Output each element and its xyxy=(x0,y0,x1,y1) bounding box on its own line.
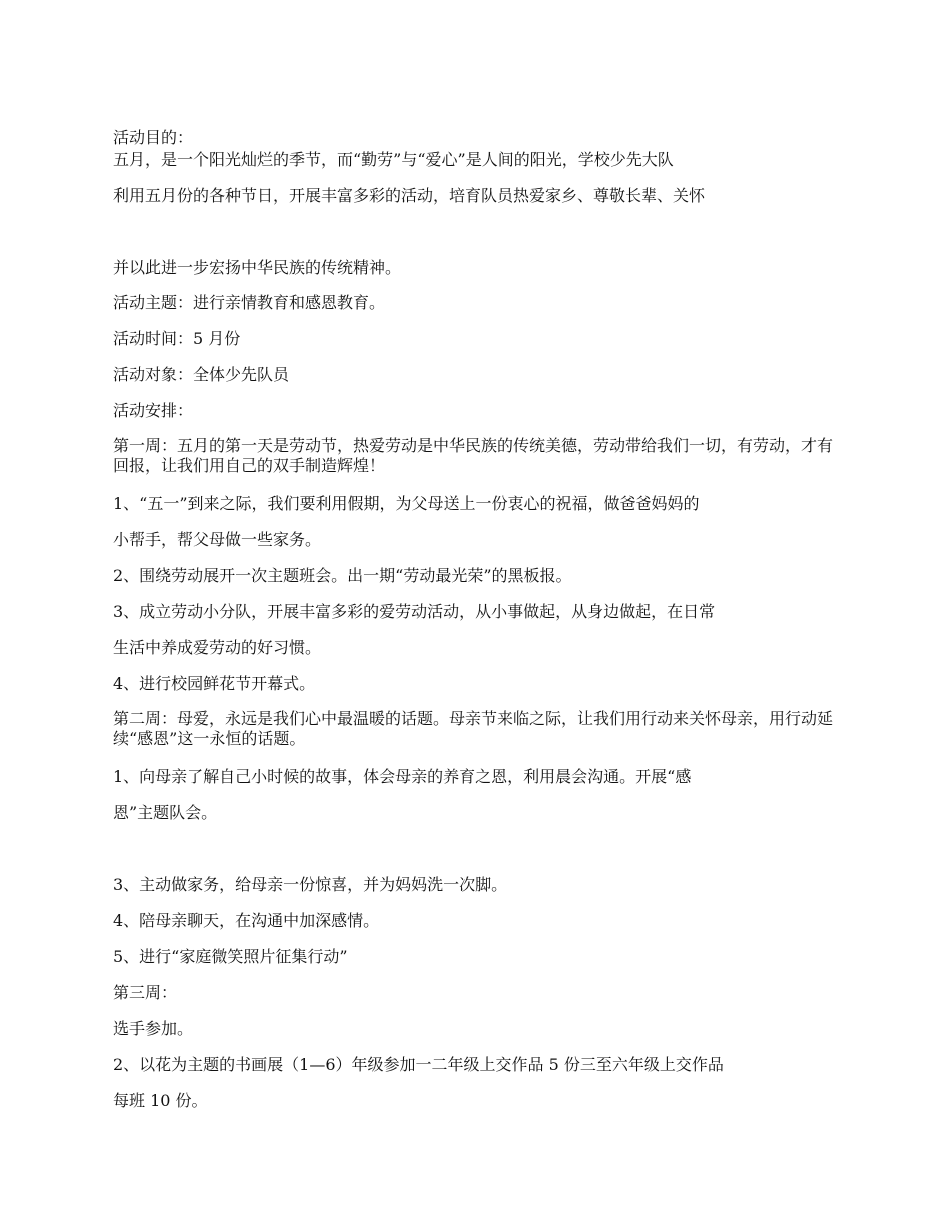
week1-intro: 第一周：五月的第一天是劳动节，热爱劳动是中华民族的传统美德，劳动带给我们一切，有劳动，才有回报，让我们用自己的双手制造辉煌！ xyxy=(113,436,834,475)
purpose-label: 活动目的： xyxy=(113,128,194,147)
week1-item3-line2: 生活中养成爱劳动的好习惯。 xyxy=(113,638,322,657)
week2-item3: 3、主动做家务，给母亲一份惊喜，并为妈妈洗一次脚。 xyxy=(113,875,508,894)
week3-item2-line2: 每班 10 份。 xyxy=(113,1091,208,1110)
activity-target: 活动对象：全体少先队员 xyxy=(113,365,290,384)
activity-time: 活动时间：5 月份 xyxy=(113,329,241,348)
week3-item2-line1: 2、以花为主题的书画展（1—6）年级参加一二年级上交作品 5 份三至六年级上交作品 xyxy=(113,1055,724,1074)
purpose-text-line3: 并以此进一步宏扬中华民族的传统精神。 xyxy=(113,258,402,277)
week2-item5: 5、进行“家庭微笑照片征集行动” xyxy=(113,947,348,966)
week3-line1: 选手参加。 xyxy=(113,1019,194,1038)
week2-item1-line2: 恩”主题队会。 xyxy=(113,803,218,822)
week3-label: 第三周： xyxy=(113,983,178,1002)
week1-item3-line1: 3、成立劳动小分队，开展丰富多彩的爱劳动活动，从小事做起，从身边做起，在日常 xyxy=(113,602,716,621)
week2-item1-line1: 1、向母亲了解自己小时候的故事，体会母亲的养育之恩，利用晨会沟通。开展“感 xyxy=(113,767,692,786)
week1-item1-line2: 小帮手，帮父母做一些家务。 xyxy=(113,530,322,549)
purpose-text-line1: 五月，是一个阳光灿烂的季节，而“勤劳”与“爱心”是人间的阳光，学校少先大队 xyxy=(113,150,674,169)
activity-arrangement-label: 活动安排： xyxy=(113,401,194,420)
week2-item4: 4、陪母亲聊天，在沟通中加深感情。 xyxy=(113,911,380,930)
week1-item2: 2、围绕劳动展开一次主题班会。出一期“劳动最光荣”的黑板报。 xyxy=(113,566,572,585)
week1-item4: 4、进行校园鲜花节开幕式。 xyxy=(113,674,316,693)
activity-theme: 活动主题：进行亲情教育和感恩教育。 xyxy=(113,293,386,312)
purpose-text-line2: 利用五月份的各种节日，开展丰富多彩的活动，培育队员热爱家乡、尊敬长辈、关怀 xyxy=(113,186,706,205)
week2-intro: 第二周：母爱，永远是我们心中最温暖的话题。母亲节来临之际，让我们用行动来关怀母亲，用行动延续“感恩”这一永恒的话题。 xyxy=(113,709,834,748)
week1-item1-line1: 1、“五一”到来之际，我们要利用假期，为父母送上一份衷心的祝福，做爸爸妈妈的 xyxy=(113,494,700,513)
